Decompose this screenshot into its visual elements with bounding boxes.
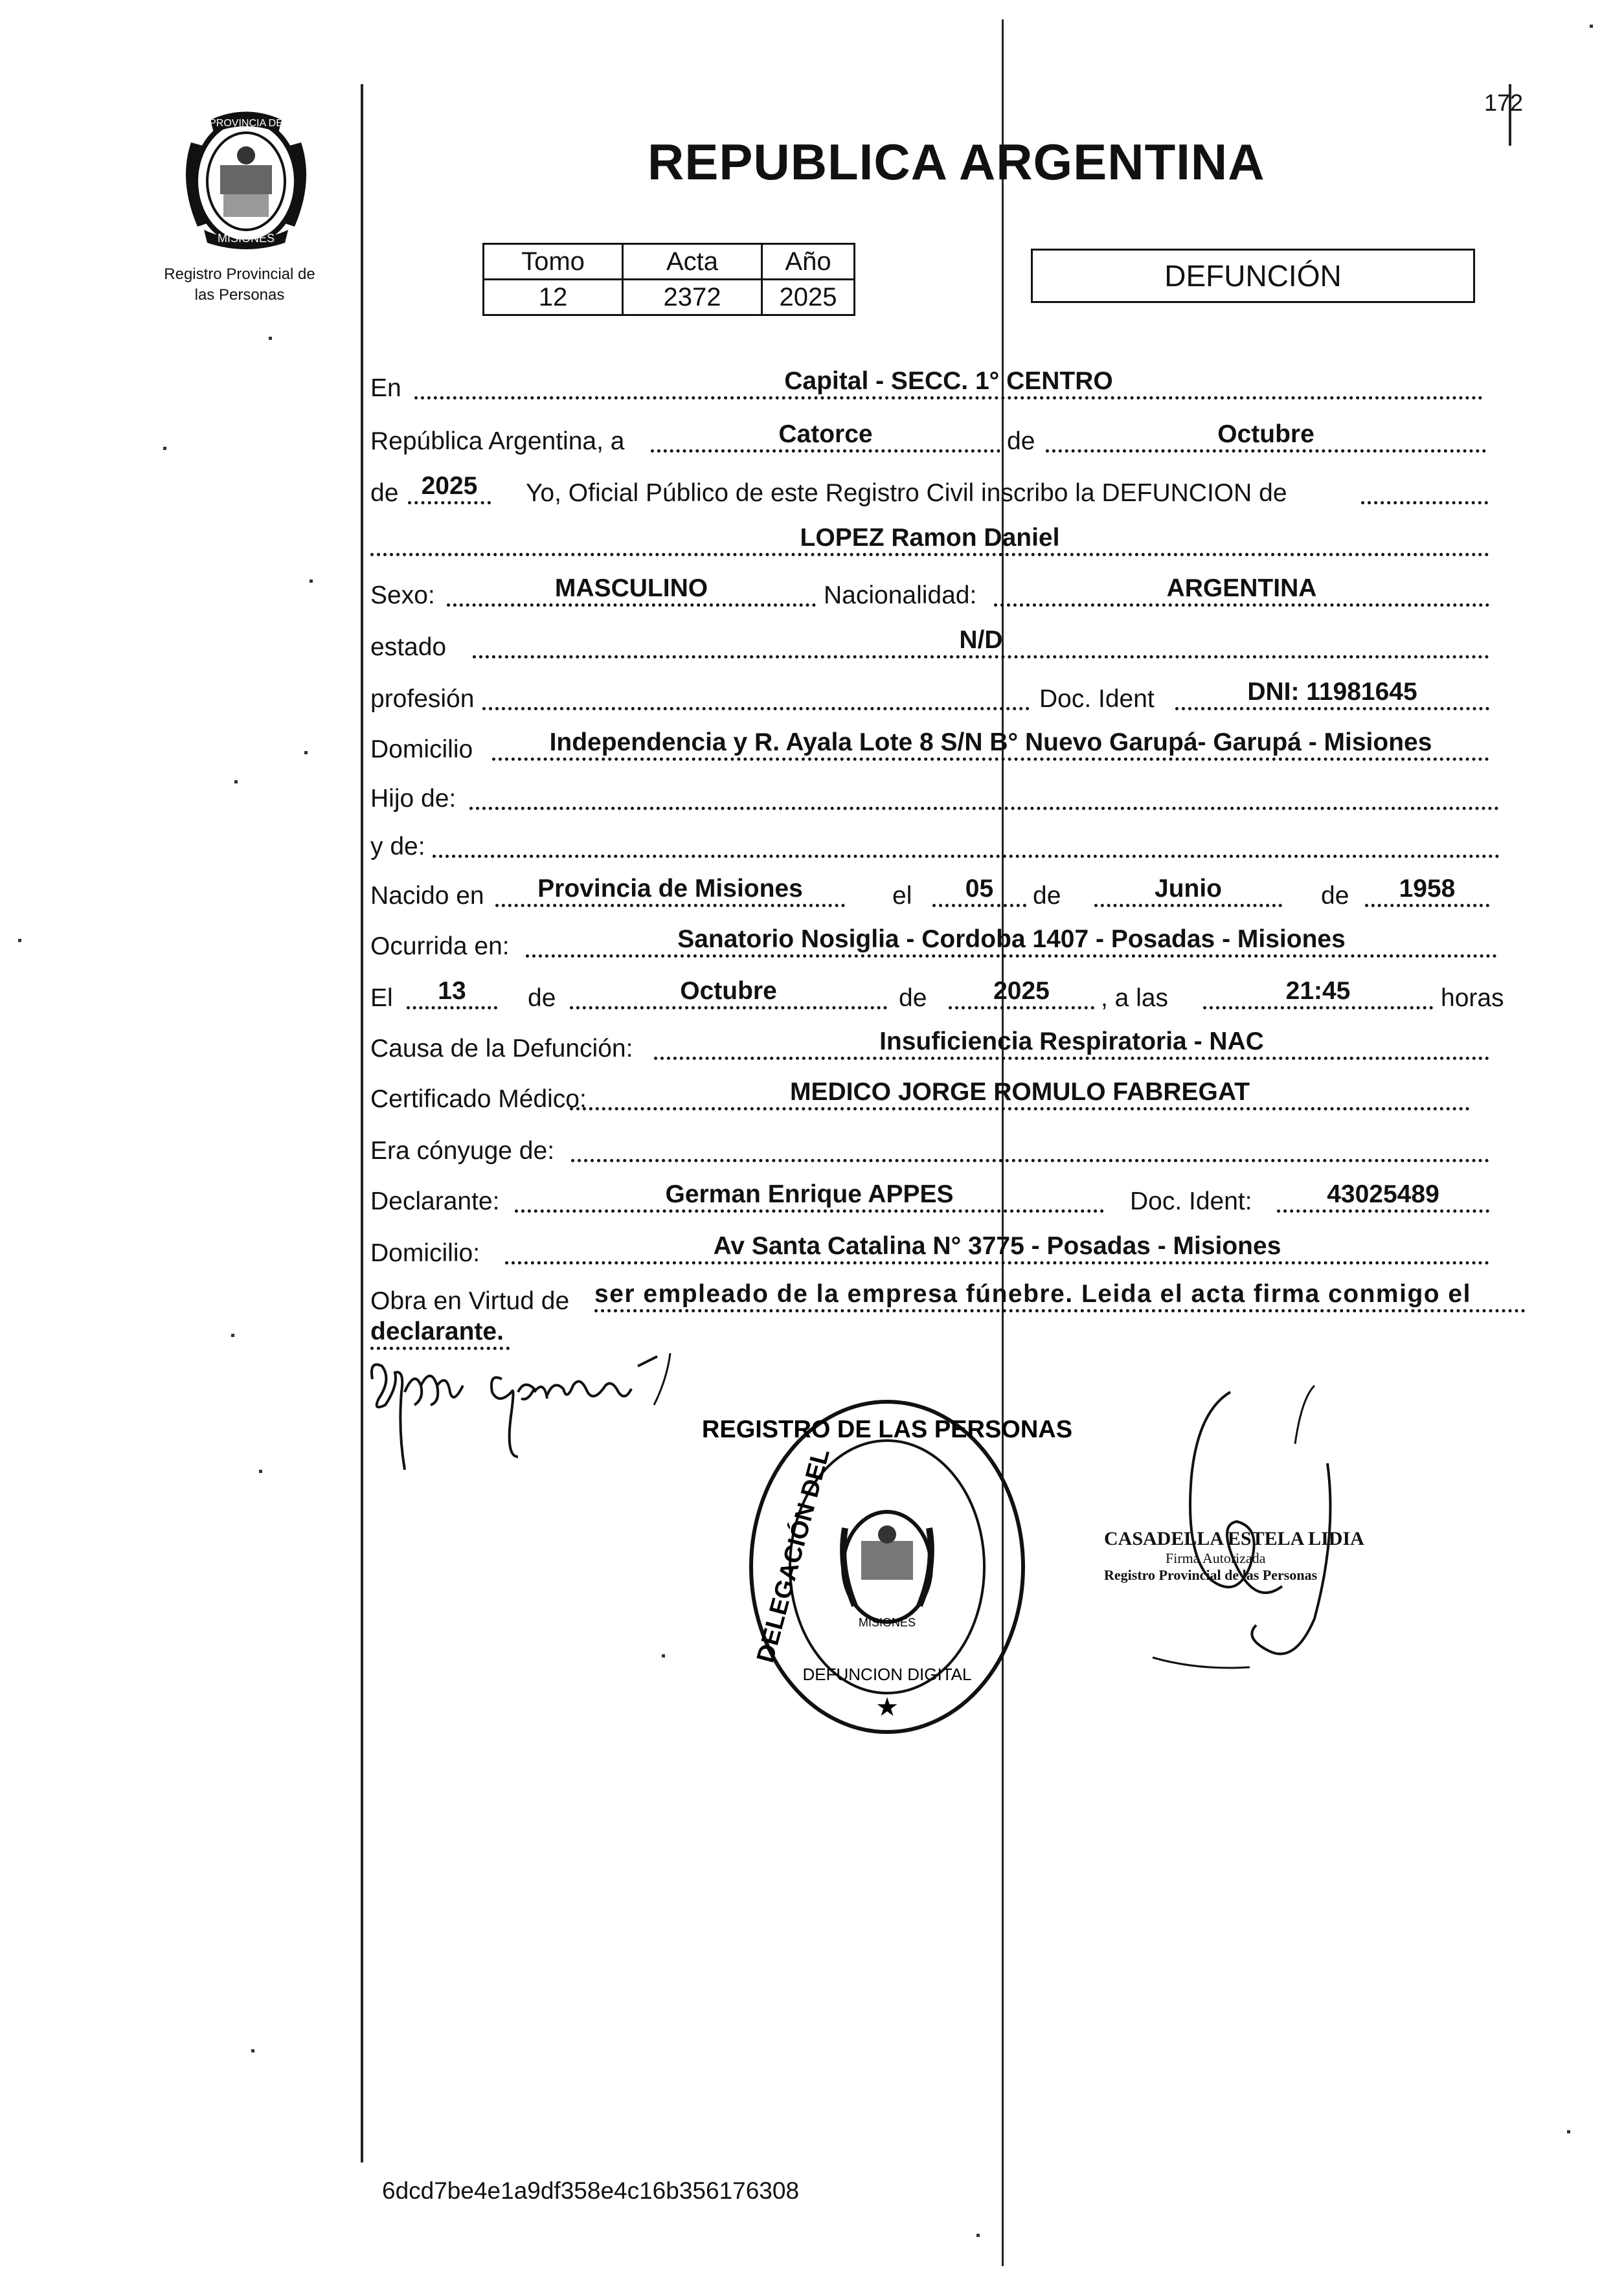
official-stamp-text [1104, 1528, 1364, 1584]
birth-de-2: de [1321, 882, 1349, 910]
scan-mark [1590, 25, 1593, 28]
day-word: Catorce [651, 420, 1000, 453]
acta-label: Acta [623, 244, 762, 280]
svg-text:MISIONES: MISIONES [217, 232, 275, 245]
hijo-label: Hijo de: [370, 785, 457, 813]
nacido-label: Nacido en [370, 882, 484, 910]
a-las-label: , a las [1101, 984, 1169, 1012]
scan-mark [304, 751, 308, 754]
en-value: Capital - SECC. 1° CENTRO [414, 366, 1483, 399]
svg-text:PROVINCIA DE: PROVINCIA DE [209, 118, 283, 129]
death-month: Octubre [570, 976, 887, 1009]
causa-value: Insuficiencia Respiratoria - NAC [654, 1027, 1489, 1060]
year-value: 2025 [408, 471, 491, 504]
anio-label: Año [762, 244, 855, 280]
official-role: Firma Autorizada [1166, 1550, 1266, 1566]
oficial-trailing-fill [1361, 471, 1488, 504]
obra-value-line2: declarante. [370, 1317, 510, 1350]
birth-de-1: de [1033, 882, 1061, 910]
page-number: 172 [1484, 89, 1524, 116]
svg-text:DEFUNCION DIGITAL: DEFUNCION DIGITAL [802, 1665, 972, 1684]
domicilio-label: Domicilio [370, 736, 473, 763]
conyuge-label: Era cónyuge de: [370, 1137, 555, 1165]
scan-mark [163, 447, 166, 450]
tomo-value: 12 [484, 280, 623, 315]
birth-day: 05 [932, 874, 1026, 907]
death-day: 13 [407, 976, 497, 1009]
acta-value: 2372 [623, 280, 762, 315]
ocurrida-value: Sanatorio Nosiglia - Cordoba 1407 - Posadas - Misiones [526, 925, 1497, 958]
registry-caption [133, 264, 346, 306]
registry-caption-line2: las Personas [194, 286, 285, 304]
hijo-value [469, 777, 1499, 810]
scan-mark [18, 939, 21, 942]
scan-mark [251, 2049, 254, 2052]
svg-text:REGISTRO DE LAS PERSONAS: REGISTRO DE LAS PERSONAS [701, 1416, 1073, 1443]
sexo-label: Sexo: [370, 581, 435, 609]
declarante-value: German Enrique APPES [515, 1180, 1104, 1213]
scan-mark [269, 337, 272, 340]
registry-caption-line1: Registro Provincial de [164, 265, 315, 283]
death-year: 2025 [949, 976, 1094, 1009]
El-label: El [370, 984, 393, 1012]
y-de-value [433, 825, 1500, 858]
obra-label: Obra en Virtud de [370, 1287, 570, 1315]
ocurrida-label: Ocurrida en: [370, 932, 510, 960]
scan-mark [231, 1334, 234, 1337]
doc-ident-label: Doc. Ident [1039, 685, 1155, 713]
death-de-1: de [528, 984, 556, 1012]
decl-doc-label: Doc. Ident: [1130, 1187, 1252, 1215]
svg-text:★: ★ [875, 1693, 899, 1722]
conyuge-value [571, 1129, 1489, 1162]
svg-text:DELEGACIÓN DEL: DELEGACIÓN DEL [752, 1446, 835, 1666]
scan-mark [1567, 2130, 1570, 2133]
el-label: el [892, 882, 912, 910]
estado-label: estado [370, 633, 447, 661]
domicilio-value: Independencia y R. Ayala Lote 8 S/N B° Nuevo Garupá- Garupá - Misiones [492, 728, 1489, 761]
reference-table [482, 243, 855, 316]
nacionalidad-label: Nacionalidad: [824, 581, 977, 609]
de-label-2: de [370, 479, 399, 507]
certificado-label: Certificado Médico: [370, 1085, 587, 1113]
decl-doc-value: 43025489 [1277, 1180, 1489, 1213]
nacido-value: Provincia de Misiones [495, 874, 845, 907]
tomo-label: Tomo [484, 244, 623, 280]
oficial-text: Yo, Oficial Público de este Registro Civil inscribo la DEFUNCION de [526, 479, 1287, 507]
svg-text:MISIONES: MISIONES [858, 1616, 916, 1629]
left-margin-line [361, 84, 363, 2163]
horas-label: horas [1441, 984, 1504, 1012]
estado-value: N/D [473, 625, 1489, 658]
document-hash: 6dcd7be4e1a9df358e4c16b356176308 [382, 2177, 800, 2204]
declarante-label: Declarante: [370, 1187, 500, 1215]
scan-mark [234, 780, 238, 783]
decl-domicilio-value: Av Santa Catalina N° 3775 - Posadas - Misiones [505, 1231, 1489, 1264]
nacionalidad-value: ARGENTINA [994, 574, 1489, 607]
act-type-box: DEFUNCIÓN [1031, 249, 1475, 303]
y-de-label: y de: [370, 833, 425, 860]
anio-value: 2025 [762, 280, 855, 315]
scan-mark [259, 1470, 262, 1473]
month-word: Octubre [1046, 420, 1486, 453]
official-name: CASADELLA ESTELA LIDIA [1104, 1528, 1364, 1549]
doc-ident-value: DNI: 11981645 [1175, 677, 1489, 710]
deceased-name: LOPEZ Ramon Daniel [370, 523, 1489, 556]
scan-mark [976, 2234, 980, 2237]
certificado-value: MEDICO JORGE ROMULO FABREGAT [570, 1077, 1470, 1110]
causa-label: Causa de la Defunción: [370, 1035, 633, 1062]
delegation-stamp [701, 1392, 1073, 1742]
decl-domicilio-label: Domicilio: [370, 1239, 480, 1267]
en-label: En [370, 374, 401, 402]
obra-value-line1: ser empleado de la empresa fúnebre. Leida el acta firma conmigo el [594, 1279, 1526, 1312]
profesion-value [482, 677, 1030, 710]
birth-month: Junio [1094, 874, 1282, 907]
country-title: REPUBLICA ARGENTINA [648, 133, 1265, 190]
provincial-seal-logo [172, 104, 321, 253]
declarant-signature [359, 1340, 696, 1489]
de-label-1: de [1007, 427, 1035, 455]
sexo-value: MASCULINO [447, 574, 816, 607]
death-de-2: de [899, 984, 927, 1012]
birth-year: 1958 [1365, 874, 1489, 907]
death-time: 21:45 [1203, 976, 1433, 1009]
profesion-label: profesión [370, 685, 475, 713]
official-entity: Registro Provincial de las Personas [1104, 1567, 1318, 1583]
scan-mark [662, 1654, 665, 1658]
republica-label: República Argentina, a [370, 427, 625, 455]
scan-mark [310, 579, 313, 583]
